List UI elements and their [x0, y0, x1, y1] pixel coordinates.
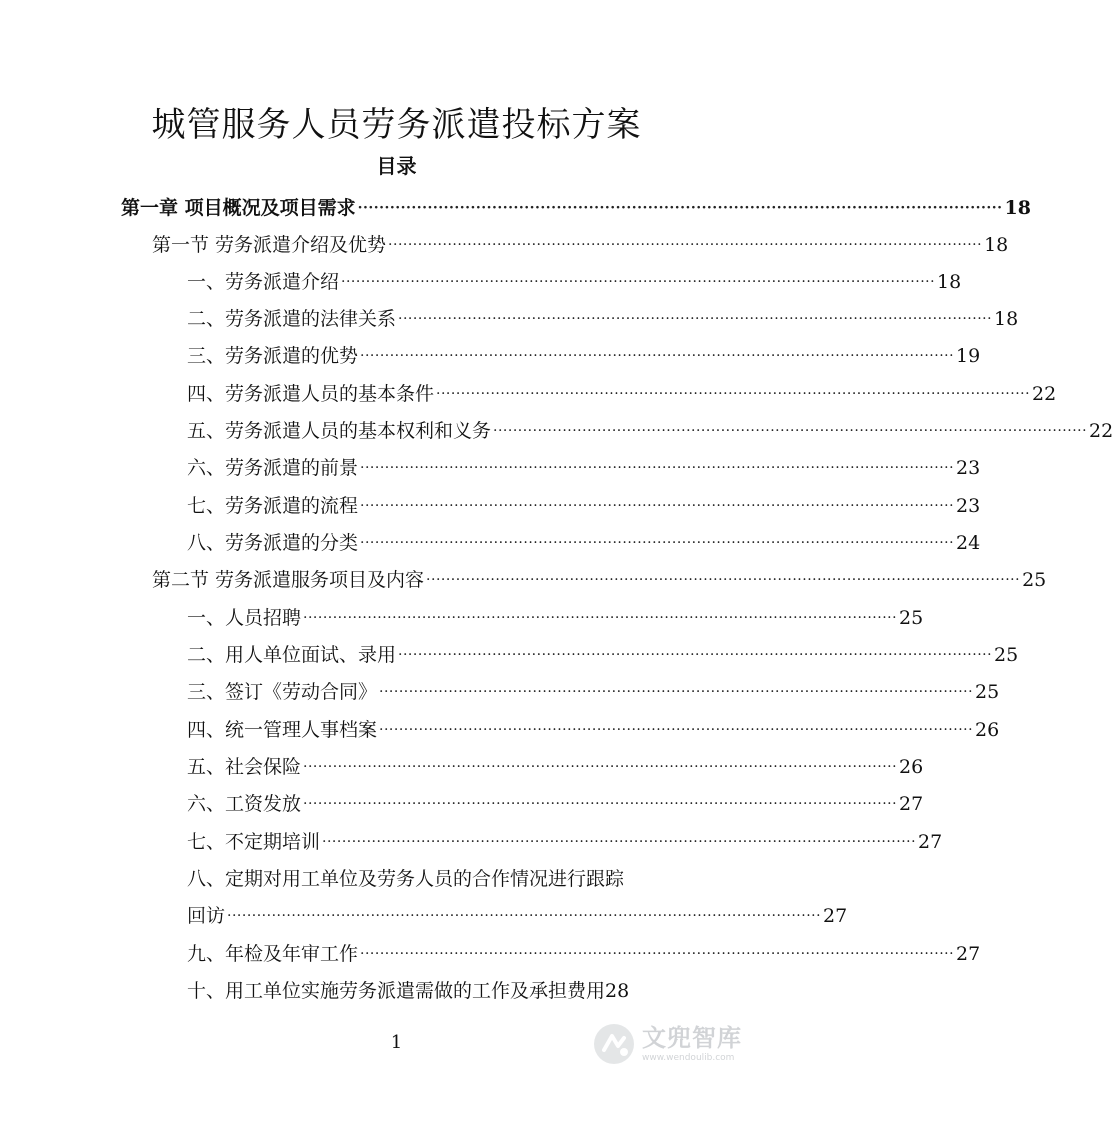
- toc-leader-dots: ························································································································: [341, 274, 936, 290]
- toc-entry-item-continuation[interactable]: [187, 898, 848, 935]
- toc-entry-item[interactable]: [187, 824, 943, 861]
- toc-entry-page: 28: [605, 980, 630, 1002]
- toc-leader-dots: ························································································································: [379, 722, 974, 738]
- toc-entry-chapter-1[interactable]: [121, 190, 1031, 227]
- watermark: [592, 1018, 762, 1070]
- toc-entry-text: 三、劳务派遣的优势: [187, 345, 359, 367]
- toc-entry-item-wrapped[interactable]: [187, 861, 674, 898]
- toc-leader-dots: ························································································································: [360, 535, 955, 551]
- toc-entry-text: 一、劳务派遣介绍: [187, 271, 340, 293]
- toc-entry-text: 八、劳务派遣的分类: [187, 532, 359, 554]
- toc-leader-dots: ························································································································: [360, 348, 955, 364]
- toc-entry-page: 18: [984, 234, 1009, 256]
- toc-entry-page: 27: [823, 905, 848, 927]
- toc-entry-text: 五、社会保险: [187, 756, 302, 778]
- toc-entry-page: 26: [975, 719, 1000, 741]
- toc-entry-page: 22: [1089, 420, 1113, 442]
- toc-entry-page: 25: [1022, 569, 1047, 591]
- toc-leader-dots: ························································································································: [303, 759, 898, 775]
- toc-entry-item[interactable]: [187, 600, 924, 637]
- toc-leader-dots: ························································································································: [493, 423, 1088, 439]
- toc-leader-dots: ························································································································: [357, 200, 1003, 216]
- toc-leader-dots: ························································································································: [303, 610, 898, 626]
- toc-entry-page: 24: [956, 532, 981, 554]
- toc-leader-dots: ························································································································: [227, 908, 822, 924]
- toc-entry-page: 25: [975, 681, 1000, 703]
- toc-entry-page: 18: [994, 308, 1019, 330]
- toc-leader-dots: ························································································································: [360, 460, 955, 476]
- toc-entry-section-1[interactable]: [152, 227, 1009, 264]
- toc-leader-dots: ························································································································: [436, 386, 1031, 402]
- toc-entry-text: 六、劳务派遣的前景: [187, 457, 359, 479]
- toc-entry-page: 23: [956, 495, 981, 517]
- toc-entry-page: 26: [899, 756, 924, 778]
- toc-entry-item[interactable]: [187, 488, 981, 525]
- toc-entry-text: 第一章 项目概况及项目需求: [121, 197, 356, 219]
- toc-leader-dots: ························································································································: [398, 647, 993, 663]
- toc-entry-item[interactable]: [187, 674, 1000, 711]
- toc-entry-item[interactable]: [187, 338, 981, 375]
- toc-entry-item[interactable]: [187, 376, 1057, 413]
- toc-leader-dots: ························································································································: [398, 311, 993, 327]
- toc-entry-text: 三、签订《劳动合同》: [187, 681, 378, 703]
- toc-entry-text: 一、人员招聘: [187, 607, 302, 629]
- toc-entry-item[interactable]: [187, 525, 981, 562]
- toc-leader-dots: ························································································································: [303, 796, 898, 812]
- toc-entry-text: 四、劳务派遣人员的基本条件: [187, 383, 435, 405]
- toc-entry-item[interactable]: [187, 413, 1113, 450]
- toc-leader-dots: ························································································································: [426, 572, 1021, 588]
- toc-entry-item[interactable]: [187, 973, 674, 1010]
- toc-entry-item[interactable]: [187, 936, 981, 973]
- toc-entry-page: 27: [956, 943, 981, 965]
- toc-entry-text: 九、年检及年审工作: [187, 943, 359, 965]
- toc-entry-text: 六、工资发放: [187, 793, 302, 815]
- toc-entry-page: 19: [956, 345, 981, 367]
- toc-entry-text: 八、定期对用工单位及劳务人员的合作情况进行跟踪: [187, 868, 625, 890]
- toc-leader-dots: ························································································································: [379, 684, 974, 700]
- toc-entry-text: 五、劳务派遣人员的基本权利和义务: [187, 420, 492, 442]
- document-title: 城管服务人员劳务派遣投标方案: [151, 105, 642, 145]
- watermark-url: www.wendoulib.com: [642, 1053, 735, 1063]
- toc-entry-text: 七、不定期培训: [187, 831, 321, 853]
- toc-leader-dots: ························································································································: [360, 946, 955, 962]
- toc-entry-page: 27: [918, 831, 943, 853]
- toc-entry-page: 18: [1004, 197, 1031, 219]
- toc-entry-text: 回访: [187, 905, 226, 927]
- toc-entry-item[interactable]: [187, 264, 962, 301]
- toc-leader-dots: ························································································································: [360, 498, 955, 514]
- toc-entry-text: 十、用工单位实施劳务派遣需做的工作及承担费用: [187, 980, 606, 1002]
- page-number: 1: [390, 1032, 403, 1053]
- toc-entry-item[interactable]: [187, 450, 981, 487]
- toc-entry-item[interactable]: [187, 712, 1000, 749]
- toc-entry-section-2[interactable]: [152, 562, 1047, 599]
- toc-entry-page: 27: [899, 793, 924, 815]
- toc-entry-text: 四、统一管理人事档案: [187, 719, 378, 741]
- toc-entry-item[interactable]: [187, 301, 1019, 338]
- toc-entry-page: 18: [937, 271, 962, 293]
- toc-heading: 目录: [376, 154, 417, 178]
- toc-entry-item[interactable]: [187, 637, 1019, 674]
- toc-entry-page: 25: [994, 644, 1019, 666]
- toc-entry-text: 七、劳务派遣的流程: [187, 495, 359, 517]
- toc-entry-page: 23: [956, 457, 981, 479]
- toc-entry-item[interactable]: [187, 786, 924, 823]
- toc-entry-text: 二、劳务派遣的法律关系: [187, 308, 397, 330]
- toc-leader-dots: ························································································································: [322, 834, 917, 850]
- toc-entry-page: 22: [1032, 383, 1057, 405]
- wendou-logo-icon: [592, 1022, 636, 1066]
- watermark-brand: 文兜智库: [642, 1024, 742, 1052]
- toc-entry-page: 25: [899, 607, 924, 629]
- toc-entry-text: 第二节 劳务派遣服务项目及内容: [152, 569, 425, 591]
- watermark-text: [642, 1024, 742, 1064]
- toc-entry-text: 二、用人单位面试、录用: [187, 644, 397, 666]
- toc-entry-item[interactable]: [187, 749, 924, 786]
- toc-entry-text: 第一节 劳务派遣介绍及优势: [152, 234, 387, 256]
- toc-leader-dots: ························································································································: [388, 237, 983, 253]
